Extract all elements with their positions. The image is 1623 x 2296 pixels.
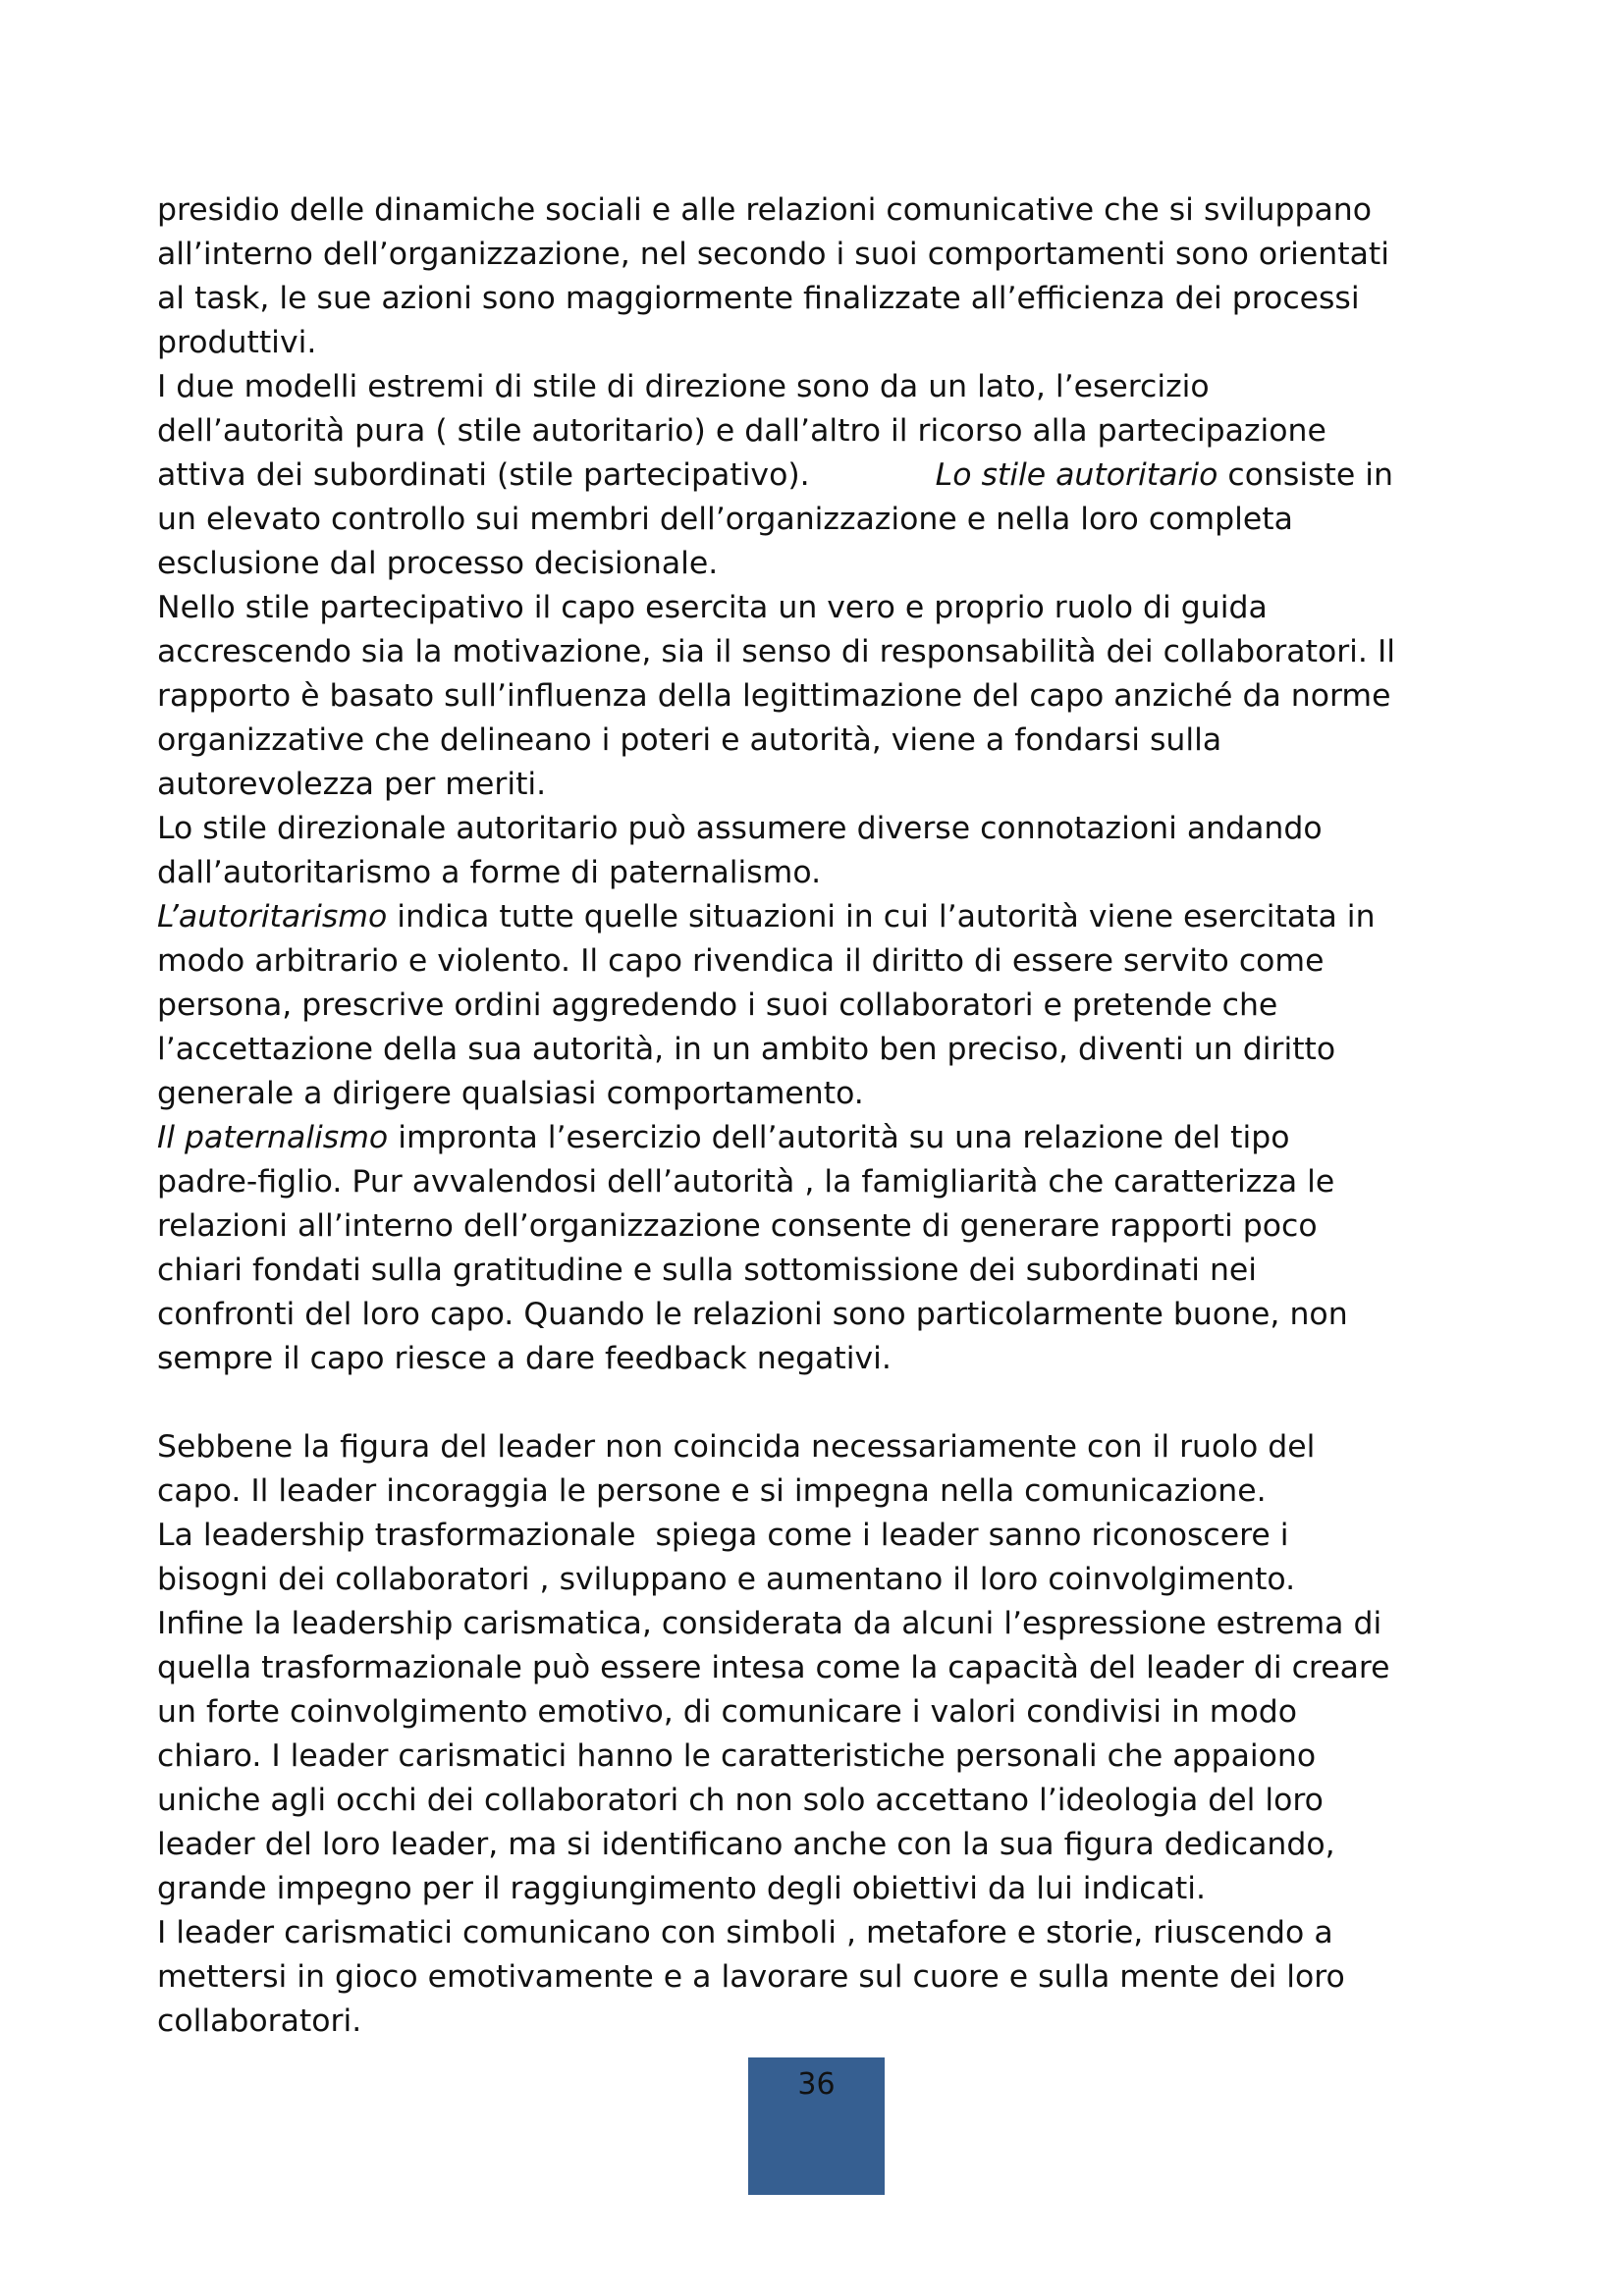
text-line: relazioni all’interno dell’organizzazione consente di generare rapporti poco	[157, 1208, 1318, 1244]
text-line: leader del loro leader, ma si identificano anche con la sua figura dedicando,	[157, 1827, 1335, 1862]
text-line: autorevolezza per meriti.	[157, 767, 547, 802]
text-line: padre-figlio. Pur avvalendosi dell’autorità , la famigliarità che caratterizza le	[157, 1164, 1335, 1200]
text-segment: attiva dei subordinati (stile partecipativo).	[157, 457, 810, 493]
paragraph-spacer	[157, 1381, 1483, 1425]
text-line: esclusione dal processo decisionale.	[157, 546, 719, 581]
text-line: collaboratori.	[157, 2003, 362, 2039]
text-line: al task, le sue azioni sono maggiormente finalizzate all’efficienza dei processi	[157, 281, 1360, 316]
text-line: modo arbitrario e violento. Il capo rivendica il diritto di essere servito come	[157, 943, 1325, 979]
text-line	[157, 895, 1483, 939]
text-line	[157, 1116, 1483, 1160]
text-line: presidio delle dinamiche sociali e alle relazioni comunicative che si sviluppano	[157, 192, 1372, 228]
document-body	[157, 188, 1483, 2044]
text-line: I due modelli estremi di stile di direzione sono da un lato, l’esercizio	[157, 369, 1210, 404]
text-line: produttivi.	[157, 325, 317, 360]
text-line: Infine la leadership carismatica, considerata da alcuni l’espressione estrema di	[157, 1606, 1382, 1641]
text-line: mettersi in gioco emotivamente e a lavorare sul cuore e sulla mente dei loro	[157, 1959, 1345, 1995]
text-line: Nello stile partecipativo il capo esercita un vero e proprio ruolo di guida	[157, 590, 1268, 625]
text-line: Lo stile direzionale autoritario può assumere diverse connotazioni andando	[157, 811, 1323, 846]
text-line: generale a dirigere qualsiasi comportamento.	[157, 1076, 864, 1111]
text-line: grande impegno per il raggiungimento degli obiettivi da lui indicati.	[157, 1871, 1206, 1906]
text-line: confronti del loro capo. Quando le relazioni sono particolarmente buone, non	[157, 1297, 1348, 1332]
text-line	[157, 454, 1483, 498]
text-segment: indica tutte quelle situazioni in cui l’autorità viene esercitata in	[387, 899, 1376, 934]
text-line: accrescendo sia la motivazione, sia il senso di responsabilità dei collaboratori. Il	[157, 634, 1395, 669]
text-line: chiari fondati sulla gratitudine e sulla sottomissione dei subordinati nei	[157, 1253, 1258, 1288]
text-line: capo. Il leader incoraggia le persone e si impegna nella comunicazione.	[157, 1473, 1267, 1509]
text-line: sempre il capo riesce a dare feedback negativi.	[157, 1341, 892, 1376]
page-number: 36	[797, 2067, 836, 2102]
text-segment: impronta l’esercizio dell’autorità su una relazione del tipo	[388, 1120, 1290, 1155]
italic-term: L’autoritarismo	[157, 899, 388, 934]
text-line: rapporto è basato sull’influenza della legittimazione del capo anziché da norme	[157, 678, 1391, 714]
text-line: dell’autorità pura ( stile autoritario) e dall’altro il ricorso alla partecipazione	[157, 413, 1326, 449]
text-line: Sebbene la figura del leader non coincida necessariamente con il ruolo del	[157, 1429, 1316, 1465]
italic-term: Il paternalismo	[157, 1120, 389, 1155]
text-segment: consiste in	[1217, 457, 1393, 493]
text-line: I leader carismatici comunicano con simboli , metafore e storie, riuscendo a	[157, 1915, 1333, 1950]
text-line: l’accettazione della sua autorità, in un ambito ben preciso, diventi un diritto	[157, 1032, 1336, 1067]
text-line: chiaro. I leader carismatici hanno le caratteristiche personali che appaiono	[157, 1738, 1317, 1774]
page-number-box	[748, 2057, 885, 2195]
text-line: quella trasformazionale può essere intesa come la capacità del leader di creare	[157, 1650, 1390, 1685]
text-line: organizzative che delineano i poteri e autorità, viene a fondarsi sulla	[157, 722, 1222, 758]
text-line: dall’autoritarismo a forme di paternalismo.	[157, 855, 822, 890]
text-line: uniche agli occhi dei collaboratori ch non solo accettano l’ideologia del loro	[157, 1783, 1324, 1818]
text-line: La leadership trasformazionale spiega come i leader sanno riconoscere i	[157, 1518, 1289, 1553]
text-line: un forte coinvolgimento emotivo, di comunicare i valori condivisi in modo	[157, 1694, 1298, 1730]
text-line: bisogni dei collaboratori , sviluppano e aumentano il loro coinvolgimento.	[157, 1562, 1296, 1597]
text-line: all’interno dell’organizzazione, nel secondo i suoi comportamenti sono orientati	[157, 237, 1390, 272]
italic-term: Lo stile autoritario	[935, 457, 1218, 493]
text-line: persona, prescrive ordini aggredendo i suoi collaboratori e pretende che	[157, 988, 1278, 1023]
text-line: un elevato controllo sui membri dell’organizzazione e nella loro completa	[157, 502, 1293, 537]
